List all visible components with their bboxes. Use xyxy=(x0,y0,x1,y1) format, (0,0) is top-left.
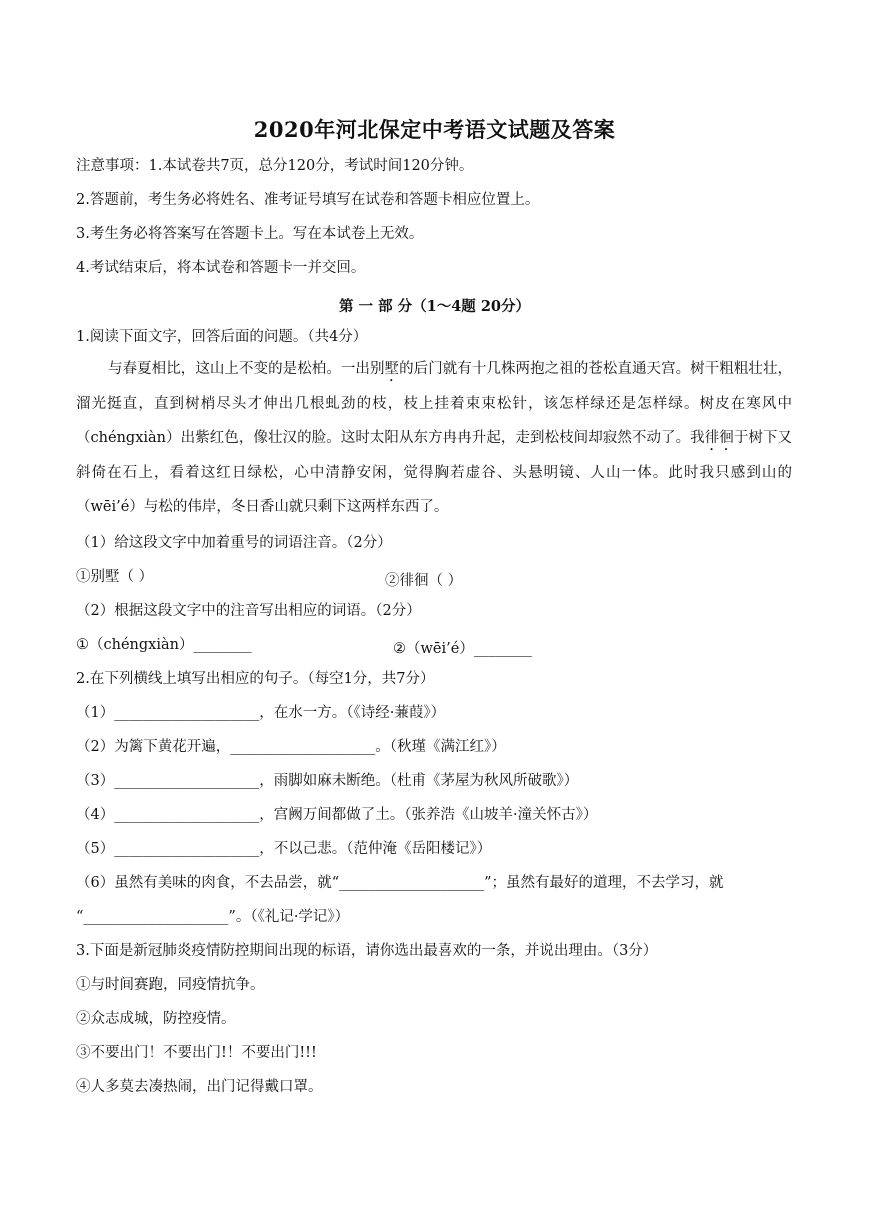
notice-line: 3.考生务必将答案写在答题卡上。写在本试卷上无效。 xyxy=(76,226,424,242)
emphasis-char: 徊 xyxy=(719,430,734,446)
notice-line: 4.考试结束后，将本试卷和答题卡一并交回。 xyxy=(76,260,366,276)
question-2-item: （3）____________________，雨脚如麻未断绝。（杜甫《茅屋为秋风所破歌》） xyxy=(76,773,579,789)
question-2-item: （6）虽然有美味的肉食，不去品尝，就“____________________”；虽然有最好的道理，不去学习，就 xyxy=(76,875,724,891)
question-2-item: （5）____________________，不以己悲。（范仲淹《岳阳楼记》） xyxy=(76,841,492,857)
emphasis-char: 徘 xyxy=(704,430,720,446)
question-3-option: ②众志成城，防控疫情。 xyxy=(76,1011,236,1027)
question-3-option: ①与时间赛跑，同疫情抗争。 xyxy=(76,977,265,993)
notice-line: 2.答题前，考生务必将姓名、准考证号填写在试卷和答题卡相应位置上。 xyxy=(76,192,540,208)
question-1-sub1-b: ②徘徊（ ） xyxy=(385,573,463,589)
question-3-option: ④人多莫去凑热闹，出门记得戴口罩。 xyxy=(76,1079,323,1095)
section-heading: 第 一 部 分（1～4题 20分） xyxy=(338,298,531,315)
emphasis-char: 墅 xyxy=(384,361,400,377)
question-1-sub2-b: ②（wēi’é）________ xyxy=(393,641,532,657)
question-2-stem: 2.在下列横线上填写出相应的句子。（每空1分，共7分） xyxy=(76,671,435,687)
question-2-item: “____________________”。（《礼记·学记》） xyxy=(76,909,350,925)
question-2-item: （2）为篱下黄花开遍，____________________。（秋瑾《满江红》） xyxy=(76,739,506,755)
question-1-stem: 1.阅读下面文字，回答后面的问题。（共4分） xyxy=(76,329,368,345)
question-2-item: （1）____________________，在水一方。（《诗经·蒹葭》） xyxy=(76,705,446,721)
question-1-sub2: （2）根据这段文字中的注音写出相应的词语。（2分） xyxy=(76,603,421,619)
reading-passage: 与春夏相比，这山上不变的是松柏。一出别墅的后门就有十几株两抱之祖的苍松直通天宫。树干粗粗壮壮，溜光挺直，直到树梢尽头才伸出几根虬劲的枝，枝上挂着束束松针，该怎样绿还是怎样绿。树皮在寒风中（chéngxiàn）出紫红色，像壮汉的脸。这时太阳从东方冉冉升起，走到松枝间却寂然不动了。我徘徊于树下又斜倚在石上，看着这红日绿松，心中清静安闲，觉得胸若虚谷、头悬明镜、人山一体。此时我只感到山的（wēi’é）与松的伟岸，冬日香山就只剩下这两样东西了。 xyxy=(76,361,793,515)
exam-title: 2020年河北保定中考语文试题及答案 xyxy=(253,117,616,142)
notice-line: 注意事项：1.本试卷共7页，总分120分，考试时间120分钟。 xyxy=(76,158,474,174)
question-3-option: ③不要出门！不要出门!！不要出门!!! xyxy=(76,1045,317,1061)
question-1-sub1-a: ①别墅（ ） xyxy=(76,569,154,585)
question-1-sub1: （1）给这段文字中加着重号的词语注音。（2分） xyxy=(76,535,392,551)
question-3-stem: 3.下面是新冠肺炎疫情防控期间出现的标语，请你选出最喜欢的一条，并说出理由。（3分） xyxy=(76,943,658,959)
question-2-item: （4）____________________，宫阙万间都做了土。（张养浩《山坡羊·潼关怀古》） xyxy=(76,807,598,823)
question-1-sub2-a: ①（chéngxiàn）________ xyxy=(76,637,252,653)
